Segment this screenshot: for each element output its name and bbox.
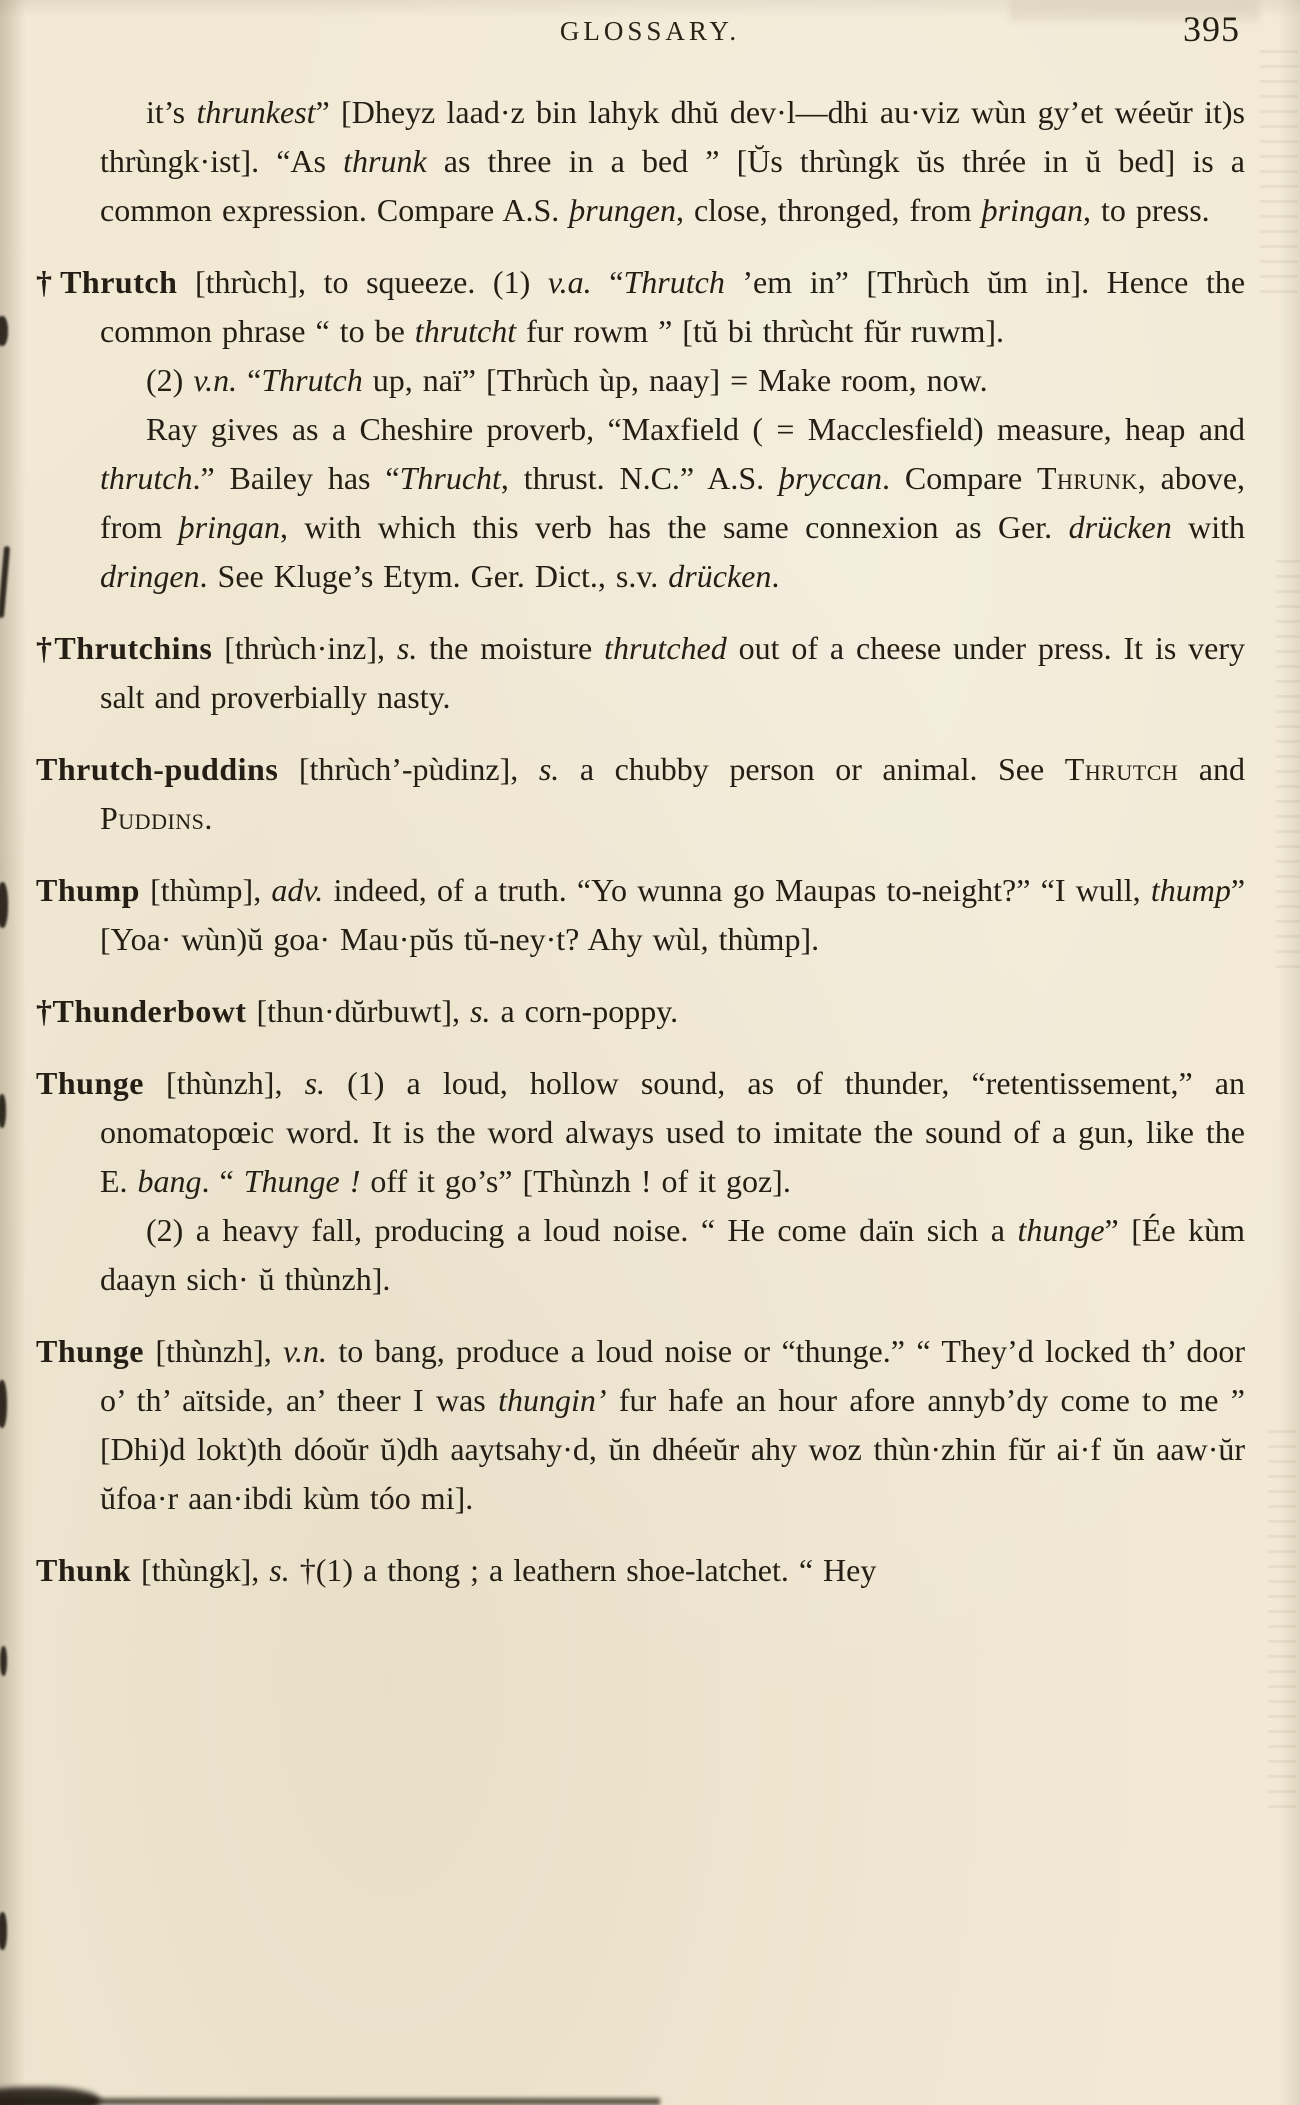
text-run: [thùnzh], bbox=[143, 1333, 284, 1369]
text-run: , close, thronged, from bbox=[675, 192, 982, 228]
italic-run: bang bbox=[137, 1163, 202, 1199]
scan-edge-mark bbox=[0, 1912, 7, 1950]
italic-run: drücken bbox=[668, 558, 772, 594]
italic-run: thrutched bbox=[604, 630, 727, 666]
text-run: it’s bbox=[146, 94, 197, 130]
scan-edge-mark bbox=[0, 1646, 7, 1676]
headword: †Thrutch bbox=[36, 264, 178, 300]
text-run: ” [Yoa· wùn)ŭ goa· Mau·pŭs tŭ-ney·t? Ahy wùl, thùmp]. bbox=[100, 872, 1246, 957]
text-run: up, naï” [Thrùch ùp, naay] = Make room, now. bbox=[362, 362, 988, 398]
entry-thunk bbox=[36, 1546, 1245, 1595]
text-run: a corn-poppy. bbox=[490, 993, 679, 1029]
italic-run: Thunge ! bbox=[243, 1163, 361, 1199]
text-run: [thùmp], bbox=[139, 872, 272, 908]
text-run: . See Kluge’s Etym. Ger. Dict., s.v. bbox=[199, 558, 669, 594]
headword: Thunk bbox=[36, 1552, 132, 1588]
text-run: , to press. bbox=[1082, 192, 1210, 228]
text-run: as three in a bed ” [Ŭs thrùngk ŭs thrée in ŭ bed] is a common expression. Compare A.S. bbox=[100, 143, 1246, 228]
italic-run: s. bbox=[396, 630, 418, 666]
text-run: (1) a loud, hollow sound, as of thunder, “retentissement,” an onomatopœic word. It is the word always used to imitate the sound of a gun, like the E. bbox=[100, 1065, 1246, 1199]
italic-run: thrunk bbox=[343, 143, 427, 179]
headword: Thunge bbox=[36, 1065, 144, 1101]
page-header bbox=[0, 0, 1300, 68]
text-run: , above, from bbox=[100, 460, 1246, 545]
headword: Thrutch-puddins bbox=[36, 751, 279, 787]
italic-run: thrunkest bbox=[196, 94, 316, 130]
text-run: ’em in” [Thrùch ŭm in]. Hence the common phrase “ to be bbox=[100, 264, 1246, 349]
text-run: to bang, produce a loud noise or “thunge.” “ They’d locked th’ door o’ th’ aïtside, an’ theer I was bbox=[100, 1333, 1246, 1418]
italic-run: Thrutch bbox=[623, 264, 725, 300]
entry-thrutch-note bbox=[100, 405, 1245, 601]
continuation-thrunk bbox=[100, 88, 1245, 235]
text-run: the moisture bbox=[417, 630, 605, 666]
text-run: “ bbox=[237, 362, 262, 398]
italic-run: thrutcht bbox=[414, 313, 517, 349]
text-run: fur rowm ” [tŭ bi thrùcht fŭr ruwm]. bbox=[516, 313, 1004, 349]
text-run: .” Bailey has “ bbox=[192, 460, 400, 496]
text-run: (2) a heavy fall, producing a loud noise. “ He come daïn sich a bbox=[146, 1212, 1018, 1248]
entry-thrutch bbox=[36, 258, 1246, 356]
bleed-through-text-ghost bbox=[1268, 1430, 1296, 1810]
italic-run: adv. bbox=[271, 872, 324, 908]
text-run: “ bbox=[591, 264, 624, 300]
italic-run: þringan bbox=[981, 192, 1083, 228]
text-run: [thrùch’-pùdinz], bbox=[278, 751, 539, 787]
text-run: out of a cheese under press. It is very salt and proverbially nasty. bbox=[100, 630, 1246, 715]
entry-thunderbowt bbox=[36, 987, 1245, 1036]
italic-run: þryccan bbox=[778, 460, 883, 496]
text-run: a chubby person or animal. See bbox=[559, 751, 1065, 787]
smallcaps-cross-reference: Thrunk bbox=[1037, 460, 1138, 496]
italic-run: thump bbox=[1150, 872, 1231, 908]
italic-run: Thrutch bbox=[261, 362, 363, 398]
text-run: [thrùch], to squeeze. (1) bbox=[177, 264, 548, 300]
text-run: , with which this verb has the same connexion as Ger. bbox=[279, 509, 1069, 545]
italic-run: dringen bbox=[100, 558, 200, 594]
italic-run: thungin’ bbox=[498, 1382, 607, 1418]
bleed-through-text-ghost bbox=[1276, 560, 1300, 980]
entry-thrutchins bbox=[36, 624, 1246, 722]
text-run: [thun·dŭrbuwt], bbox=[246, 993, 471, 1029]
running-header-title: GLOSSARY. bbox=[559, 16, 741, 46]
text-run: , thrust. N.C.” A.S. bbox=[500, 460, 779, 496]
text-run: †(1) a thong ; a leathern shoe-latchet. “ Hey bbox=[289, 1552, 877, 1588]
headword: Thump bbox=[36, 872, 140, 908]
smallcaps-cross-reference: Thrutch bbox=[1064, 751, 1179, 787]
text-run: ” [Ée kùm daayn sich· ŭ thùnzh]. bbox=[100, 1212, 1246, 1297]
italic-run: drücken bbox=[1068, 509, 1172, 545]
italic-run: v.n. bbox=[283, 1333, 327, 1369]
smallcaps-cross-reference: Puddins bbox=[100, 800, 205, 836]
text-run: ” [Dheyz laad·z bin lahyk dhŭ dev·l—dhi au·viz wùn gy’et wéeŭr it)s thrùngk·ist]. “As bbox=[100, 94, 1245, 179]
text-run: and bbox=[1178, 751, 1246, 787]
italic-run: thunge bbox=[1017, 1212, 1105, 1248]
text-run: off it go’s” [Thùnzh ! of it goz]. bbox=[360, 1163, 791, 1199]
italic-run: thrutch bbox=[100, 460, 193, 496]
text-run: [thrùch·inz], bbox=[212, 630, 397, 666]
italic-run: v.a. bbox=[547, 264, 592, 300]
text-run: . bbox=[204, 800, 213, 836]
text-run: . Compare bbox=[882, 460, 1037, 496]
text-run: with bbox=[1171, 509, 1246, 545]
italic-run: þrungen bbox=[569, 192, 676, 228]
italic-run: s. bbox=[538, 751, 560, 787]
scan-bottom-edge bbox=[0, 2098, 660, 2105]
bleed-through-text-ghost bbox=[1260, 50, 1298, 300]
italic-run: s. bbox=[470, 993, 491, 1029]
text-run: fur hafe an hour afore annyb’dy come to me ” [Dhi)d lokt)th dóoŭr ŭ)dh aaytsahy·d, ŭn dhéeŭr ahy woz thùn·zhin fŭr ai·f ŭn aaw·ŭr ŭfoa·r aan·ibdi kùm tóo mi]. bbox=[100, 1382, 1246, 1516]
text-run: [thùnzh], bbox=[143, 1065, 305, 1101]
entry-thump bbox=[36, 866, 1246, 964]
italic-run: þringan bbox=[178, 509, 280, 545]
italic-run: Thrucht bbox=[399, 460, 501, 496]
italic-run: s. bbox=[269, 1552, 290, 1588]
text-run: . bbox=[771, 558, 780, 594]
entry-thunge-verb bbox=[36, 1327, 1246, 1523]
text-run: . “ bbox=[201, 1163, 244, 1199]
headword: †Thrutchins bbox=[36, 630, 213, 666]
italic-run: v.n. bbox=[193, 362, 238, 398]
headword: †Thunderbowt bbox=[36, 993, 247, 1029]
entry-thrutch-sense-2 bbox=[100, 356, 1245, 405]
entry-thunge-noun-sense-2 bbox=[100, 1206, 1245, 1304]
text-run: Ray gives as a Cheshire proverb, “Maxfield ( = Macclesfield) measure, heap and bbox=[146, 411, 1245, 447]
italic-run: s. bbox=[304, 1065, 326, 1101]
entry-thrutch-puddins bbox=[36, 745, 1246, 843]
text-run: [thùngk], bbox=[131, 1552, 270, 1588]
text-run: indeed, of a truth. “Yo wunna go Maupas to-neight?” “I wull, bbox=[323, 872, 1151, 908]
text-run: (2) bbox=[146, 362, 194, 398]
page-number: 395 bbox=[1183, 9, 1240, 49]
headword: Thunge bbox=[36, 1333, 144, 1369]
glossary-entries bbox=[0, 68, 1300, 1595]
entry-thunge-noun bbox=[36, 1059, 1246, 1206]
